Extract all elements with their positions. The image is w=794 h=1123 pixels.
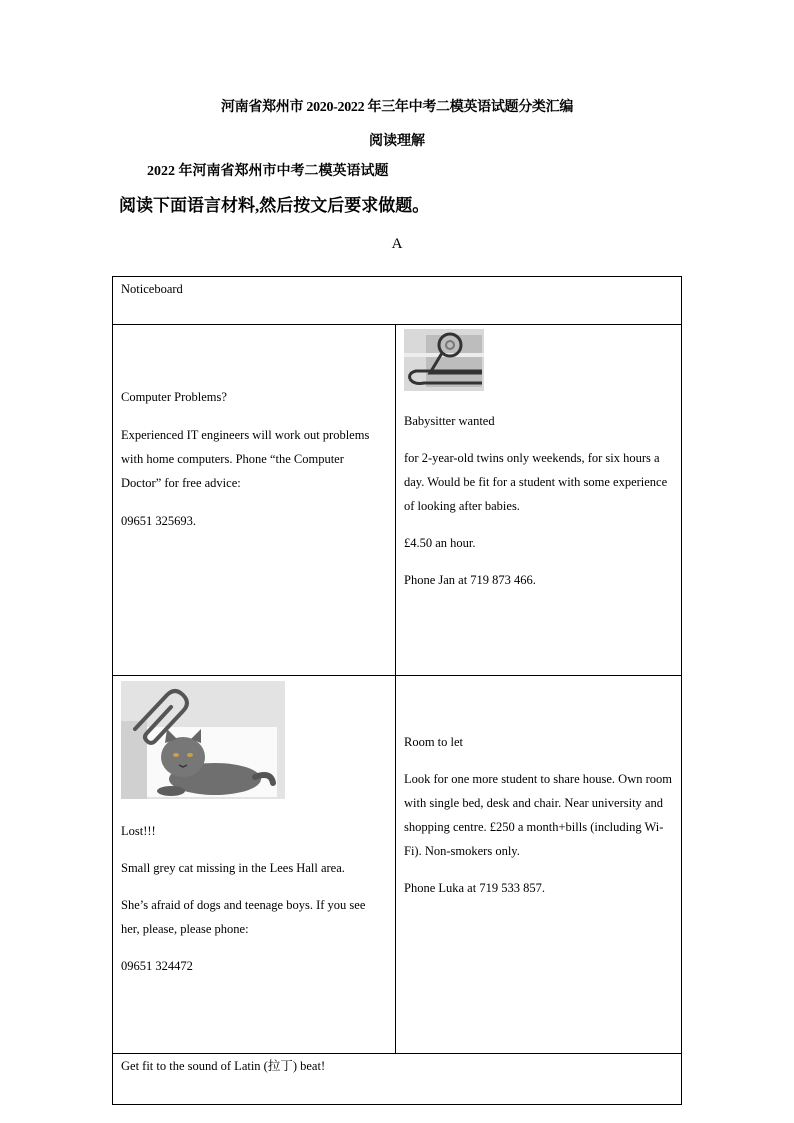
room-notice-title: Room to let	[404, 735, 464, 749]
lost-notice-body-1: Small grey cat missing in the Lees Hall area.	[121, 861, 345, 875]
document-title: 河南省郑州市 2020-2022 年三年中考二模英语试题分类汇编	[220, 100, 574, 115]
babysitter-notice	[396, 325, 682, 676]
room-notice-body: Look for one more student to share house. Own room with single bed, desk and chair. Near university and shopping centre. £250 a month+bills (including Wi-Fi). Non-smokers only.	[404, 772, 672, 858]
noticeboard-table	[112, 276, 682, 1105]
computer-notice	[113, 325, 396, 676]
instruction-text: 阅读下面语言材料,然后按文后要求做题。	[119, 196, 430, 215]
lost-cat-notice	[113, 676, 396, 1054]
babysitter-notice-body: for 2-year-old twins only weekends, for six hours a day. Would be fit for a student with some experience of looking after babies.	[404, 451, 668, 513]
babysitter-notice-pay: £4.50 an hour.	[404, 536, 476, 550]
computer-notice-phone: 09651 325693.	[121, 514, 196, 528]
cat-image	[121, 681, 285, 799]
computer-notice-body: Experienced IT engineers will work out problems with home computers. Phone “the Computer Doctor” for free advice:	[121, 428, 370, 490]
room-notice	[396, 676, 682, 1054]
room-notice-phone: Phone Luka at 719 533 857.	[404, 881, 545, 895]
lost-notice-phone: 09651 324472	[121, 959, 193, 973]
lost-notice-body-2: She’s afraid of dogs and teenage boys. If you see her, please, please phone:	[121, 898, 366, 936]
babysitter-notice-title: Babysitter wanted	[404, 414, 495, 428]
babysitter-notice-phone: Phone Jan at 719 873 466.	[404, 573, 536, 587]
section-subtitle: 阅读理解	[369, 134, 425, 149]
clip-image	[404, 329, 484, 391]
exam-title: 2022 年河南省郑州市中考二模英语试题	[147, 164, 389, 179]
lost-notice-title: Lost!!!	[121, 824, 156, 838]
latin-notice: Get fit to the sound of Latin (拉丁) beat!	[113, 1054, 682, 1105]
computer-notice-title: Computer Problems?	[121, 390, 227, 404]
passage-letter: A	[391, 236, 403, 252]
noticeboard-heading: Noticeboard	[113, 277, 682, 325]
